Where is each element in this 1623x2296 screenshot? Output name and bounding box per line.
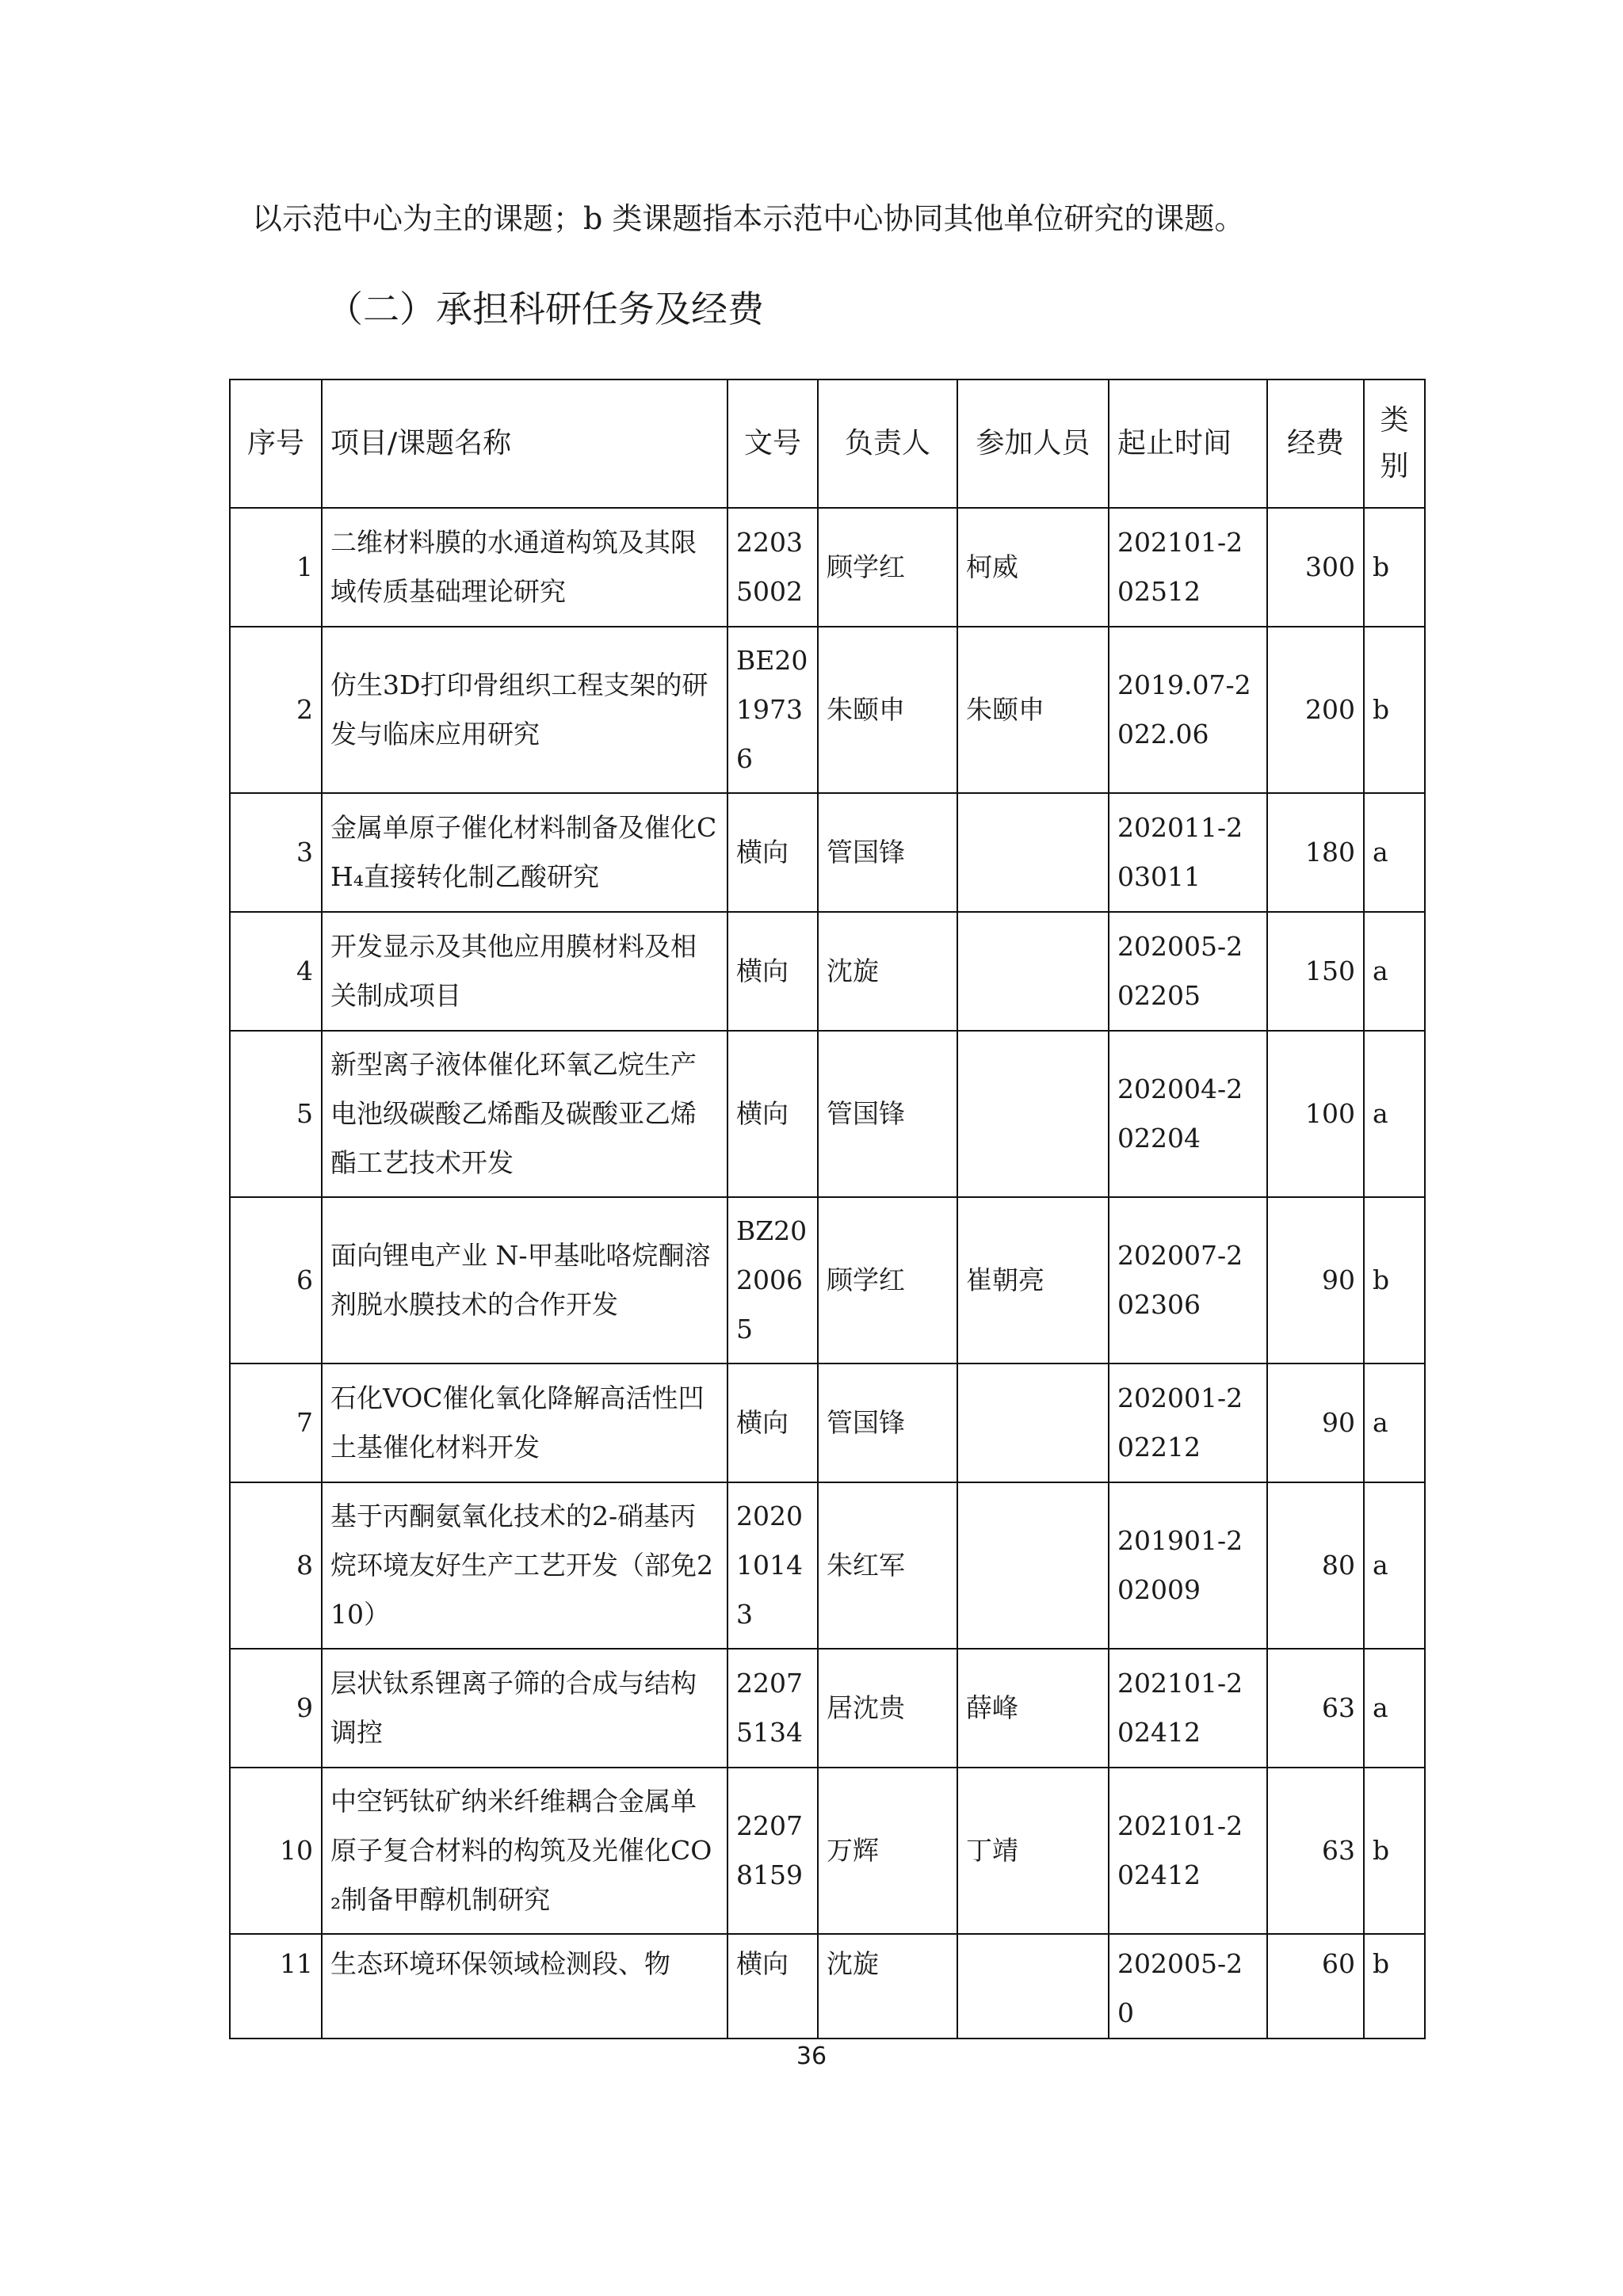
cell-period: 202007-202306 [1109,1197,1267,1363]
header-funds: 经费 [1267,379,1364,508]
table-row [230,1197,1425,1363]
cell-period: 202101-202412 [1109,1768,1267,1934]
cell-members [957,1482,1109,1649]
cell-doc-no: BE2019736 [727,627,818,793]
cell-lead: 顾学红 [818,1197,957,1363]
cell-period: 202005-20 [1109,1934,1267,2039]
cell-seq: 4 [230,912,322,1031]
table-row [230,1482,1425,1649]
cell-category: a [1364,1363,1425,1482]
cell-funds: 90 [1267,1363,1364,1482]
table-row [230,627,1425,793]
cell-seq: 11 [230,1934,322,2039]
cell-members [957,1031,1109,1197]
cell-doc-no: 横向 [727,912,818,1031]
cell-period: 201901-202009 [1109,1482,1267,1649]
cell-lead: 管国锋 [818,1363,957,1482]
table-row [230,1363,1425,1482]
cell-funds: 180 [1267,793,1364,912]
table-row [230,508,1425,627]
cell-doc-no: 22078159 [727,1768,818,1934]
cell-name: 开发显示及其他应用膜材料及相关制成项目 [322,912,727,1031]
cell-period: 2019.07-2022.06 [1109,627,1267,793]
cell-members: 柯威 [957,508,1109,627]
cell-seq: 2 [230,627,322,793]
table-row [230,1649,1425,1768]
header-period: 起止时间 [1109,379,1267,508]
cell-name: 金属单原子催化材料制备及催化CH₄直接转化制乙酸研究 [322,793,727,912]
cell-name: 面向锂电产业 N-甲基吡咯烷酮溶剂脱水膜技术的合作开发 [322,1197,727,1363]
cell-doc-no: 横向 [727,1031,818,1197]
header-doc-no: 文号 [727,379,818,508]
cell-seq: 8 [230,1482,322,1649]
cell-category: a [1364,1649,1425,1768]
cell-name: 石化VOC催化氧化降解高活性凹土基催化材料开发 [322,1363,727,1482]
cell-members: 丁靖 [957,1768,1109,1934]
cell-category: a [1364,793,1425,912]
cell-period: 202004-202204 [1109,1031,1267,1197]
header-lead: 负责人 [818,379,957,508]
cell-lead: 朱红军 [818,1482,957,1649]
cell-funds: 150 [1267,912,1364,1031]
cell-lead: 万辉 [818,1768,957,1934]
page-number: 36 [796,2042,827,2070]
cell-lead: 沈旋 [818,912,957,1031]
cell-seq: 10 [230,1768,322,1934]
cell-lead: 沈旋 [818,1934,957,2039]
research-tasks-table [229,379,1426,2039]
cell-doc-no: BZ2020065 [727,1197,818,1363]
cell-category: b [1364,627,1425,793]
cell-seq: 9 [230,1649,322,1768]
cell-name: 中空钙钛矿纳米纤维耦合金属单原子复合材料的构筑及光催化CO₂制备甲醇机制研究 [322,1768,727,1934]
cell-name: 基于丙酮氨氧化技术的2-硝基丙烷环境友好生产工艺开发（部免210） [322,1482,727,1649]
cell-members [957,793,1109,912]
cell-members: 崔朝亮 [957,1197,1109,1363]
cell-category: b [1364,1768,1425,1934]
cell-doc-no: 横向 [727,793,818,912]
cell-doc-no: 横向 [727,1934,818,2039]
cell-lead: 朱颐申 [818,627,957,793]
cell-period: 202101-202512 [1109,508,1267,627]
table-row [230,1934,1425,2039]
table-row [230,793,1425,912]
cell-seq: 6 [230,1197,322,1363]
header-members: 参加人员 [957,379,1109,508]
cell-doc-no: 横向 [727,1363,818,1482]
cell-name: 仿生3D打印骨组织工程支架的研发与临床应用研究 [322,627,727,793]
cell-funds: 200 [1267,627,1364,793]
cell-lead: 管国锋 [818,793,957,912]
table-header-row [230,379,1425,508]
cell-seq: 5 [230,1031,322,1197]
cell-category: a [1364,912,1425,1031]
table-row [230,912,1425,1031]
cell-lead: 管国锋 [818,1031,957,1197]
header-seq: 序号 [230,379,322,508]
cell-period: 202005-202205 [1109,912,1267,1031]
cell-funds: 300 [1267,508,1364,627]
cell-period: 202101-202412 [1109,1649,1267,1768]
cell-period: 202001-202212 [1109,1363,1267,1482]
cell-members: 朱颐申 [957,627,1109,793]
cell-category: a [1364,1482,1425,1649]
cell-members: 薛峰 [957,1649,1109,1768]
header-category: 类别 [1364,379,1425,508]
cell-period: 202011-203011 [1109,793,1267,912]
cell-lead: 居沈贵 [818,1649,957,1768]
cell-name: 二维材料膜的水通道构筑及其限域传质基础理论研究 [322,508,727,627]
cell-funds: 100 [1267,1031,1364,1197]
cell-funds: 60 [1267,1934,1364,2039]
cell-seq: 7 [230,1363,322,1482]
cell-category: b [1364,1934,1425,2039]
cell-funds: 63 [1267,1649,1364,1768]
cell-funds: 63 [1267,1768,1364,1934]
cell-doc-no: 22035002 [727,508,818,627]
cell-members [957,1934,1109,2039]
cell-members [957,912,1109,1031]
cell-category: b [1364,508,1425,627]
cell-seq: 3 [230,793,322,912]
table-row [230,1031,1425,1197]
intro-paragraph: 以示范中心为主的课题；b 类课题指本示范中心协同其他单位研究的课题。 [252,201,1245,236]
cell-doc-no: 22075134 [727,1649,818,1768]
cell-funds: 80 [1267,1482,1364,1649]
cell-funds: 90 [1267,1197,1364,1363]
cell-seq: 1 [230,508,322,627]
cell-name: 新型离子液体催化环氧乙烷生产电池级碳酸乙烯酯及碳酸亚乙烯酯工艺技术开发 [322,1031,727,1197]
cell-lead: 顾学红 [818,508,957,627]
header-name: 项目/课题名称 [322,379,727,508]
cell-members [957,1363,1109,1482]
table-row [230,1768,1425,1934]
cell-category: b [1364,1197,1425,1363]
section-title: （二）承担科研任务及经费 [327,288,764,330]
cell-name: 层状钛系锂离子筛的合成与结构调控 [322,1649,727,1768]
cell-name: 生态环境环保领域检测段、物 [322,1934,727,2039]
cell-category: a [1364,1031,1425,1197]
cell-doc-no: 202010143 [727,1482,818,1649]
